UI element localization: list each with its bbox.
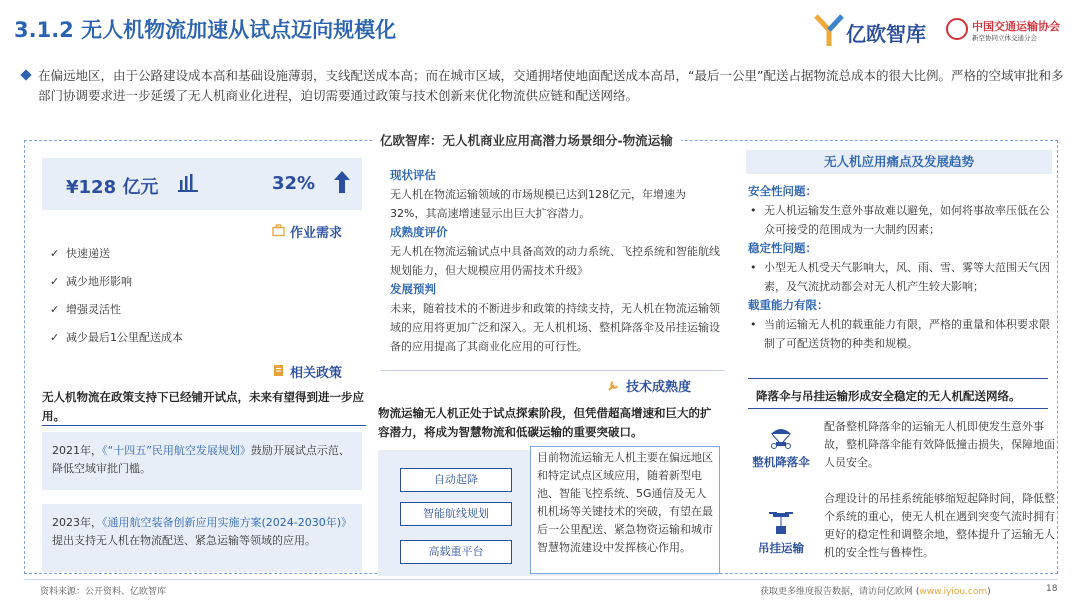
status-heading: 现状评估 (390, 168, 436, 182)
tech-description: 目前物流运输无人机主要在偏远地区和特定试点区域应用，随着新型电池、智能飞控系统、5G通信及无人机机场等关键技术的突破，有望在最后一公里配送、紧急物资运输和城市智慧物流建设中发挥核心作用。 (530, 446, 720, 574)
sling-label: 吊挂运输 (758, 541, 804, 555)
tech-tag-route-planning: 智能航线规划 (400, 502, 512, 526)
list-item: • 当前运输无人机的载重能力有限，严格的重量和体积要求限制了可配送货物的种类和规模。 (748, 315, 1052, 353)
briefcase-icon (272, 224, 285, 237)
stability-heading: 稳定性问题： (748, 241, 817, 255)
list-item: ✓ 减少地形影响 (50, 275, 132, 288)
tech-tag-auto-takeoff: 自动起降 (400, 468, 512, 492)
status-text: 无人机在物流运输领域的市场规模已达到128亿元，年增速为32%，其高速增速显示出巨大扩容潜力。 (390, 188, 686, 220)
sling-item (750, 510, 812, 556)
sling-description: 合理设计的吊挂系统能够缩短起降时间，降低整个系统的重心，使无人机在遇到突变气流时拥有更好的稳定性和调整余地，整体提升了运输无人机的安全性与鲁棒性。 (824, 492, 1055, 559)
list-item: ✓ 减少最后1公里配送成本 (50, 331, 183, 344)
page-title: 3.1.2 无人机物流加速从试点迈向规模化 (14, 18, 397, 42)
policy-card-2023: 2023年，《通用航空装备创新应用实施方案(2024-2030年)》提出支持无人机在物流配送、紧急运输等领域的应用。 (42, 504, 362, 572)
check-icon: ✓ (50, 303, 60, 316)
divider (42, 425, 366, 426)
footer-promo: 获取更多维度报告数据，请访问亿欧网 (www.iyiou.com) (760, 587, 991, 597)
partner-logo-name: 中国交通运输协会 (972, 20, 1060, 33)
assessment-column (390, 166, 720, 356)
source-note: 资料来源：公开资料、亿欧智库 (40, 587, 167, 597)
policy-summary: 无人机物流在政策支持下已经铺开试点，未来有望得到进一步应用。 (42, 390, 364, 423)
arrow-up-icon (333, 170, 351, 194)
payload-heading: 载重能力有限： (748, 298, 829, 312)
partner-logo-icon (946, 18, 968, 40)
drone-sling-icon (768, 510, 794, 536)
brand-logos (814, 12, 1074, 52)
solution-summary: 降落伞与吊挂运输形成安全稳定的无人机配送网络。 (756, 389, 1021, 403)
parachute-description: 配备整机降落伞的运输无人机即使发生意外事故，整机降落伞能有效降低撞击损失，保障地面人员安全。 (824, 420, 1055, 469)
website-link[interactable]: www.iyiou.com (919, 587, 988, 597)
growth-rate-value: 32% (272, 173, 316, 194)
diamond-bullet-icon (20, 69, 31, 80)
pain-points-heading: 无人机应用痛点及发展趋势 (746, 150, 1052, 174)
bar-chart-icon (178, 172, 198, 192)
list-item: • 小型无人机受天气影响大，风、雨、雪、雾等大范围天气因素，及气流扰动都会对无人机产生较大影响； (748, 258, 1052, 296)
wrench-icon (607, 379, 620, 392)
list-item: ✓ 快速递送 (50, 247, 110, 260)
maturity-heading: 成熟度评价 (390, 225, 448, 239)
safety-heading: 安全性问题： (748, 184, 817, 198)
check-icon: ✓ (50, 247, 60, 260)
demand-heading: 作业需求 (290, 226, 343, 241)
pain-points-list (748, 182, 1052, 353)
yiou-logo-icon (814, 12, 844, 48)
partner-logo-subname: 新空协同立体交通分会 (972, 34, 1037, 42)
divider (380, 370, 725, 371)
forecast-heading: 发展预判 (390, 282, 436, 296)
section-title: 亿欧智库：无人机商业应用高潜力场景细分-物流运输 (372, 131, 681, 149)
tech-tag-heavy-payload: 高载重平台 (400, 540, 512, 564)
check-icon: ✓ (50, 331, 60, 344)
parachute-label: 整机降落伞 (752, 455, 810, 469)
document-icon (272, 364, 285, 377)
list-item: ✓ 增强灵活性 (50, 303, 121, 316)
tech-maturity-heading: 技术成熟度 (626, 380, 692, 395)
tech-summary: 物流运输无人机正处于试点探索阶段，但凭借超高增速和巨大的扩容潜力，将成为智慧物流和低碳运输的重要突破口。 (378, 406, 712, 439)
yiou-logo-text: 亿欧智库 (846, 22, 926, 46)
drone-parachute-icon (768, 424, 794, 450)
list-item: • 无人机运输发生意外事故难以避免，如何将事故率压低在公众可接受的范围成为一大制约因素； (748, 201, 1052, 239)
partner-logo (946, 16, 1068, 46)
demand-list (50, 245, 183, 357)
parachute-item (750, 424, 812, 470)
divider (748, 408, 1048, 409)
forecast-text: 未来，随着技术的不断进步和政策的持续支持，无人机在物流运输领域的应用将更加广泛和深入。无人机机场、整机降落伞及吊挂运输设备的应用提高了其商业化应用的可行性。 (390, 302, 720, 353)
intro-paragraph: 在偏远地区，由于公路建设成本高和基础设施薄弱，支线配送成本高；而在城市区域，交通拥堵使地面配送成本高昂，“最后一公里”配送占据物流总成本的很大比例。严格的空域审批和多部门协调要求进一步延缓了无人机商业化进程，迫切需要通过政策与技术创新来优化物流供应链和配送网络。 (38, 68, 1064, 103)
check-icon: ✓ (50, 275, 60, 288)
divider (24, 579, 1058, 580)
policy-heading: 相关政策 (290, 366, 343, 381)
maturity-text: 无人机在物流运输试点中具备高效的动力系统、飞控系统和智能航线规划能力，但大规模应用仍需技术升级》 (390, 245, 720, 277)
page-number: 18 (1046, 584, 1058, 594)
policy-card-2021: 2021年，《“十四五”民用航空发展规划》鼓励开展试点示范、降低空域审批门槛。 (42, 432, 362, 490)
market-size-value: ¥128 亿元 (66, 177, 159, 198)
divider (748, 378, 1048, 379)
